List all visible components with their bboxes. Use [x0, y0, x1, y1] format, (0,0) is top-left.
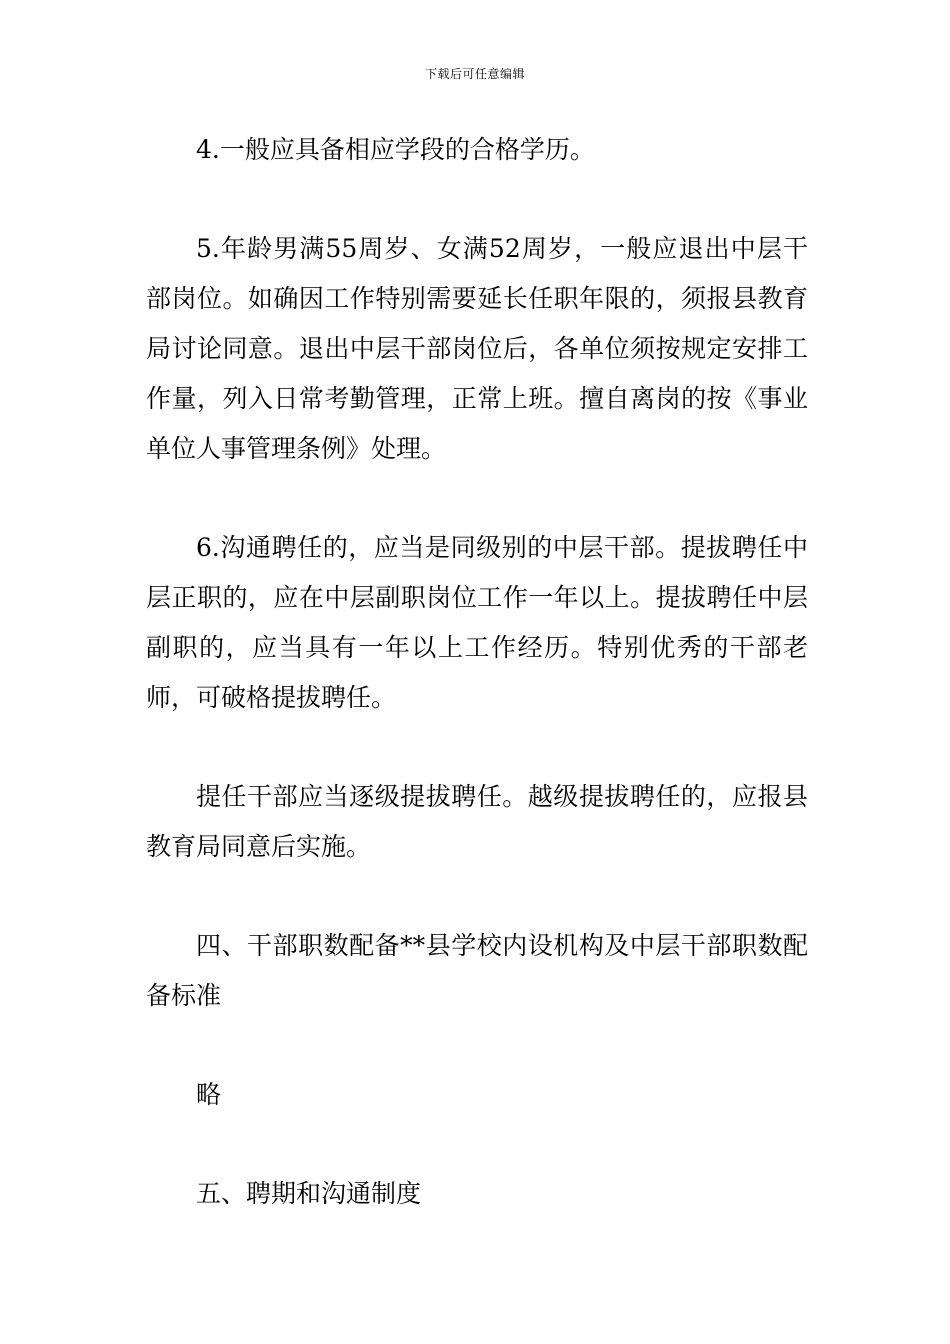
section-heading-staffing: 四、干部职数配备**县学校内设机构及中层干部职数配备标准 [146, 931, 808, 1010]
page-header: 下载后可任意编辑 [424, 67, 525, 81]
section-heading-term: 五、聘期和沟通制度 [196, 1179, 422, 1208]
paragraph-qualification: 4.一般应具备相应学段的合格学历。 [196, 135, 595, 164]
paragraph-exchange-appointment: 6.沟通聘任的，应当是同级别的中层干部。提拔聘任中层正职的，应在中层副职岗位工作一年以上。提拔聘任中层副职的，应当具有一年以上工作经历。特别优秀的干部老师，可破格提拔聘任。 [146, 533, 808, 712]
paragraph-age-limit: 5.年龄男满55周岁、女满52周岁，一般应退出中层干部岗位。如确因工作特别需要延长任职年限的，须报县教育局讨论同意。退出中层干部岗位后，各单位须按规定安排工作量，列入日常考勤管理，正常上班。擅自离岗的按《事业单位人事管理条例》处理。 [146, 234, 808, 463]
paragraph-promotion: 提任干部应当逐级提拔聘任。越级提拔聘任的，应报县教育局同意后实施。 [146, 782, 808, 861]
paragraph-omitted: 略 [196, 1080, 222, 1109]
